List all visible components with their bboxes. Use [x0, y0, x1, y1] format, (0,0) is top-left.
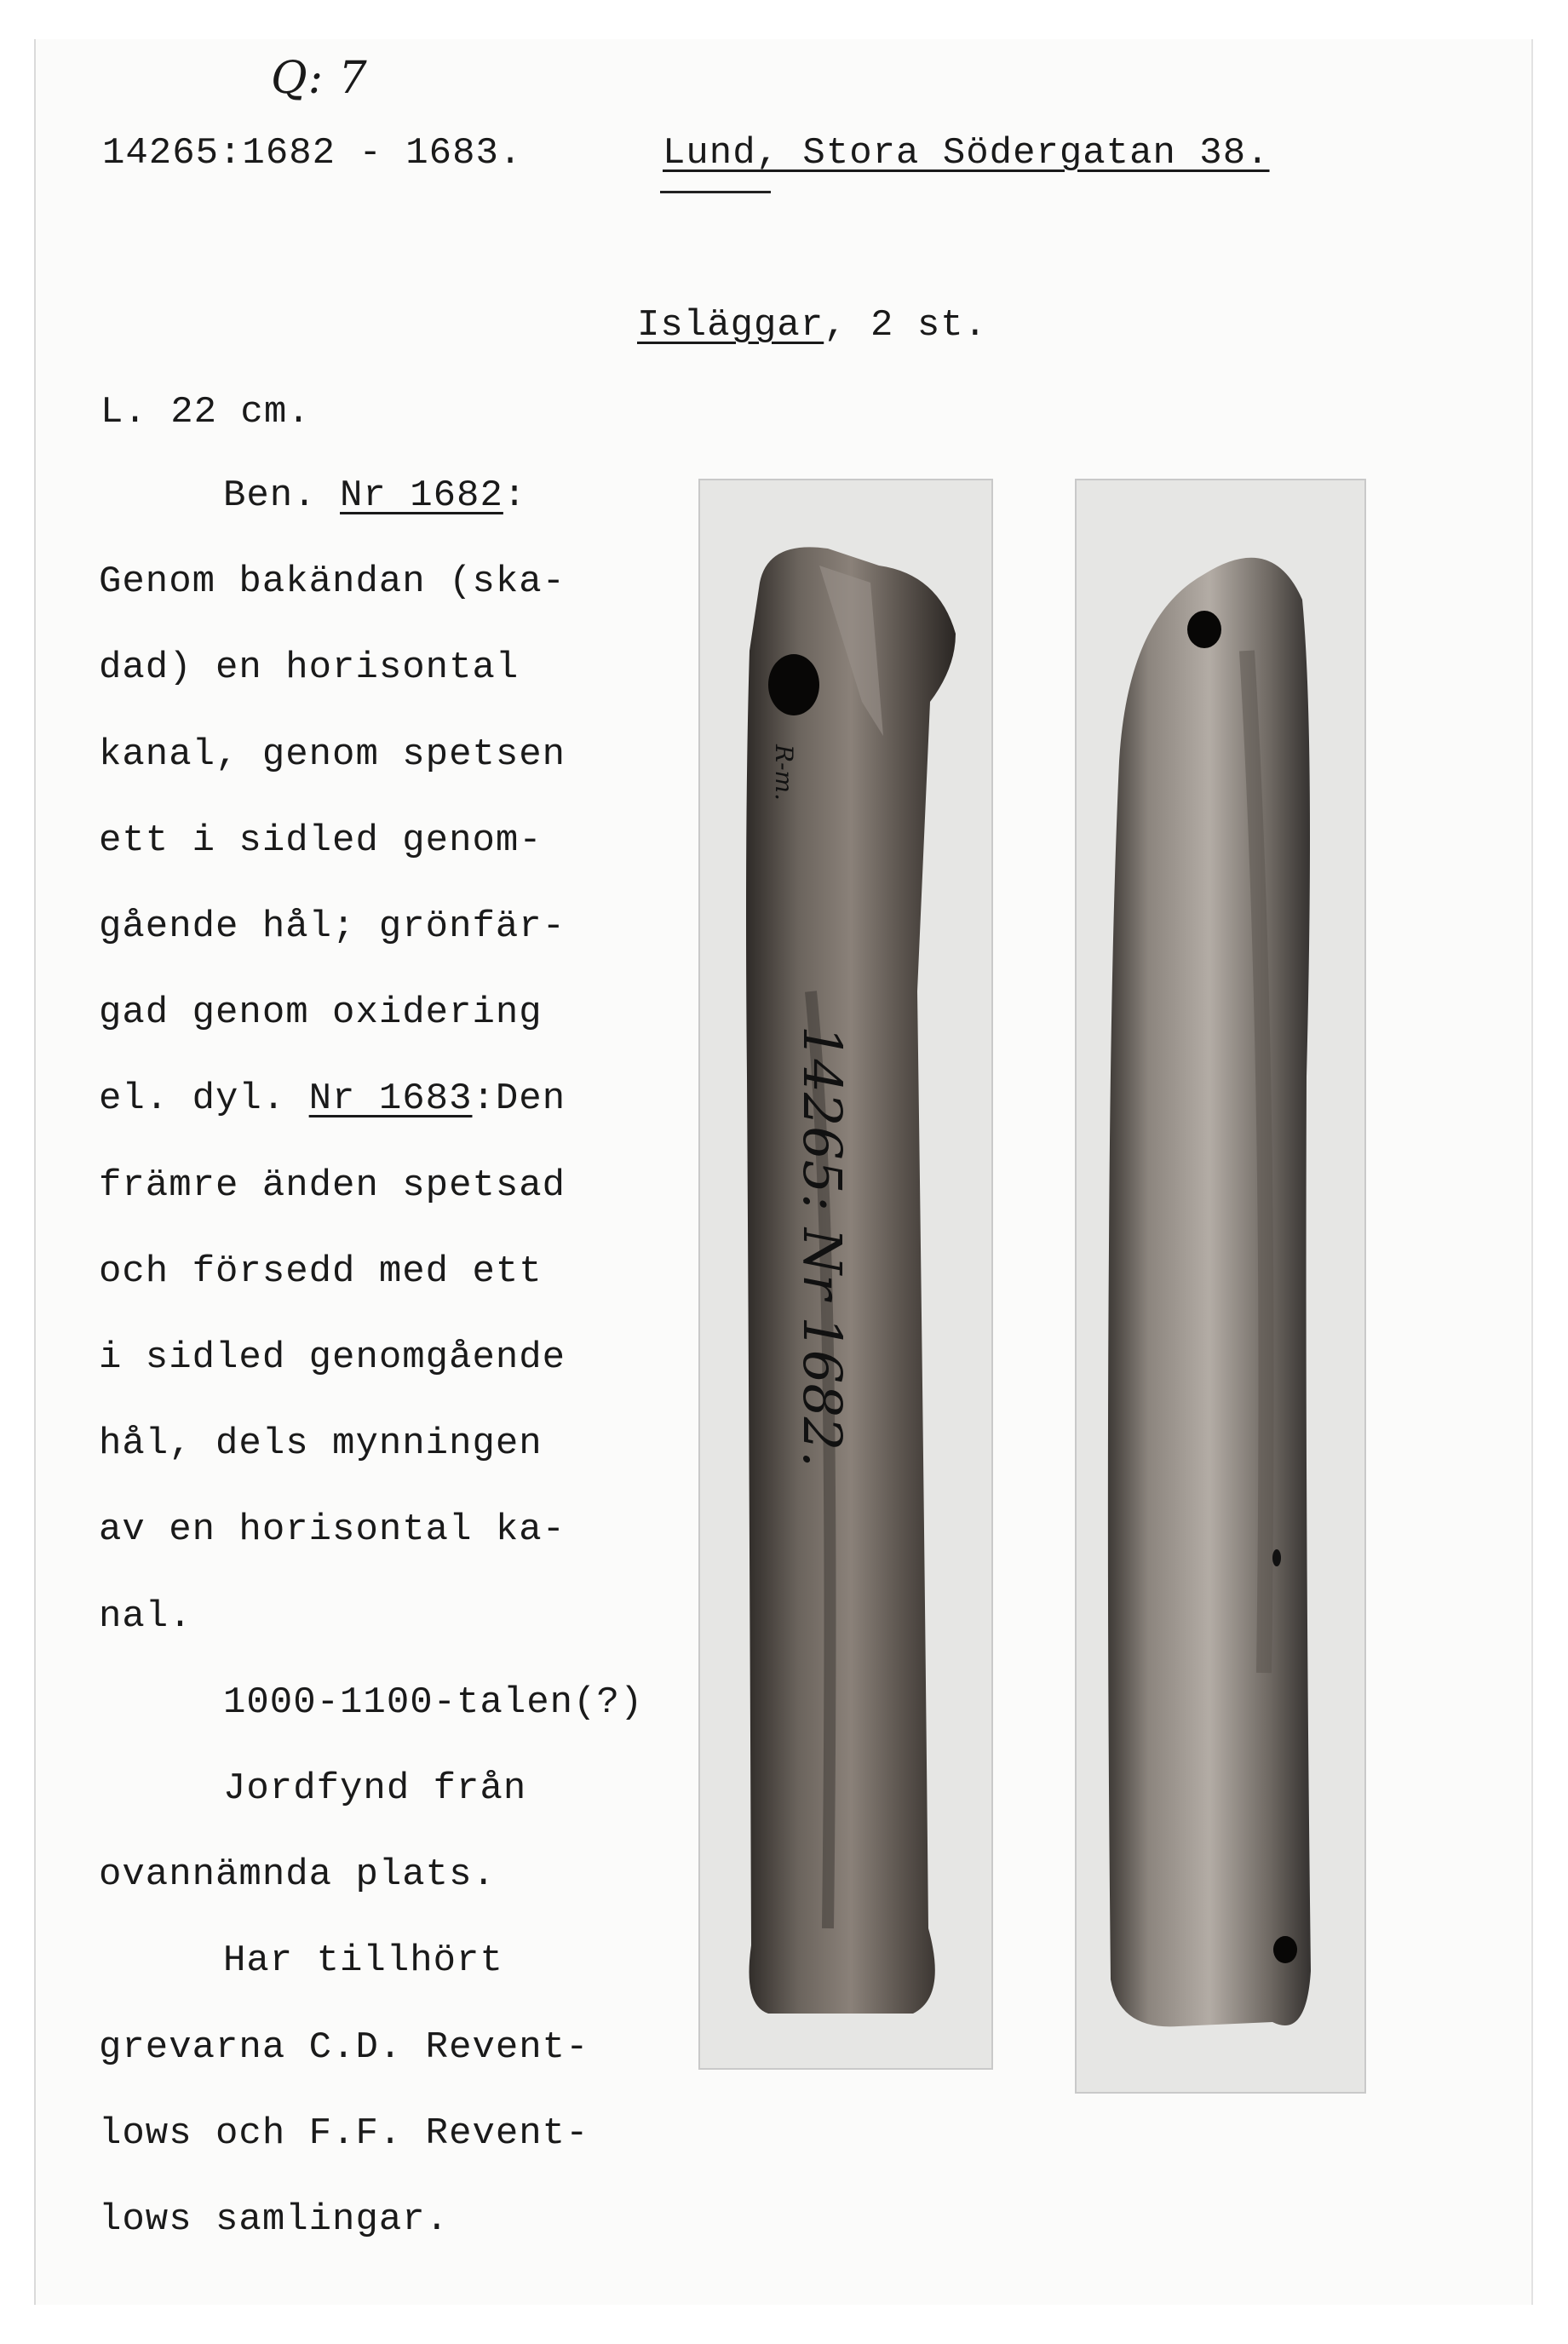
description-text: :	[503, 474, 527, 517]
description-text: nal.	[99, 1595, 192, 1638]
description-line	[99, 1595, 192, 1638]
description-text: :Den	[472, 1077, 566, 1120]
location-underline	[660, 191, 771, 193]
object-length: L. 22 cm.	[101, 391, 311, 434]
description-text: främre änden spetsad	[99, 1164, 566, 1207]
description-text: ovannämnda plats.	[99, 1853, 496, 1896]
description-line	[99, 1853, 496, 1896]
description-text: Genom bakändan (ska-	[99, 560, 566, 603]
description-line	[223, 1939, 503, 1982]
description-text: 1000-1100-talen(?)	[223, 1681, 644, 1724]
description-text: dad) en horisontal	[99, 646, 520, 689]
description-text: gående hål; grönfär-	[99, 905, 566, 948]
description-text: kanal, genom spetsen	[99, 733, 566, 776]
description-line	[99, 2198, 450, 2241]
description-line	[99, 1336, 566, 1379]
description-text: av en horisontal ka-	[99, 1508, 566, 1551]
catalog-number: Nr 1683	[308, 1077, 473, 1120]
description-line	[99, 733, 566, 776]
description-line	[99, 1250, 543, 1293]
inscription-main: 14265: Nr 1682.	[791, 1026, 853, 1468]
description-line	[99, 1164, 566, 1207]
object-title	[637, 304, 988, 347]
description-line	[99, 1508, 566, 1551]
inventory-number: 14265:1682 - 1683.	[102, 132, 523, 175]
description-line	[99, 905, 566, 948]
bone-image-1683	[1077, 480, 1366, 2094]
catalog-number: Nr 1682	[340, 474, 503, 517]
description-line	[223, 474, 527, 517]
description-text: och försedd med ett	[99, 1250, 543, 1293]
inscription-top: R-m.	[770, 744, 798, 801]
description-text: Har tillhört	[223, 1939, 503, 1982]
description-line	[99, 646, 520, 689]
description-line	[99, 1077, 566, 1120]
description-line	[223, 1681, 644, 1724]
description-line	[99, 2112, 589, 2155]
object-count: , 2 st.	[824, 304, 988, 347]
description-text: hål, dels mynningen	[99, 1422, 543, 1465]
object-name: Isläggar	[637, 304, 824, 347]
description-line	[99, 560, 566, 603]
photo-bone-1682	[698, 479, 993, 2070]
description-line	[99, 991, 543, 1034]
description-text: lows samlingar.	[99, 2198, 450, 2241]
description-line	[99, 819, 543, 862]
description-line	[99, 2026, 589, 2069]
find-location: Lund, Stora Södergatan 38.	[663, 132, 1270, 175]
photo-bone-1683	[1075, 479, 1366, 2094]
description-text: Ben.	[223, 474, 341, 517]
description-line	[223, 1767, 527, 1810]
description-text: Jordfynd från	[223, 1767, 527, 1810]
description-line	[99, 1422, 543, 1465]
description-text: lows och F.F. Revent-	[99, 2112, 589, 2155]
description-text: el. dyl.	[99, 1077, 309, 1120]
description-text: i sidled genomgående	[99, 1336, 566, 1379]
description-text: gad genom oxidering	[99, 991, 543, 1034]
description-text: ett i sidled genom-	[99, 819, 543, 862]
description-text: grevarna C.D. Revent-	[99, 2026, 589, 2069]
handwritten-code: Q: 7	[271, 53, 368, 104]
